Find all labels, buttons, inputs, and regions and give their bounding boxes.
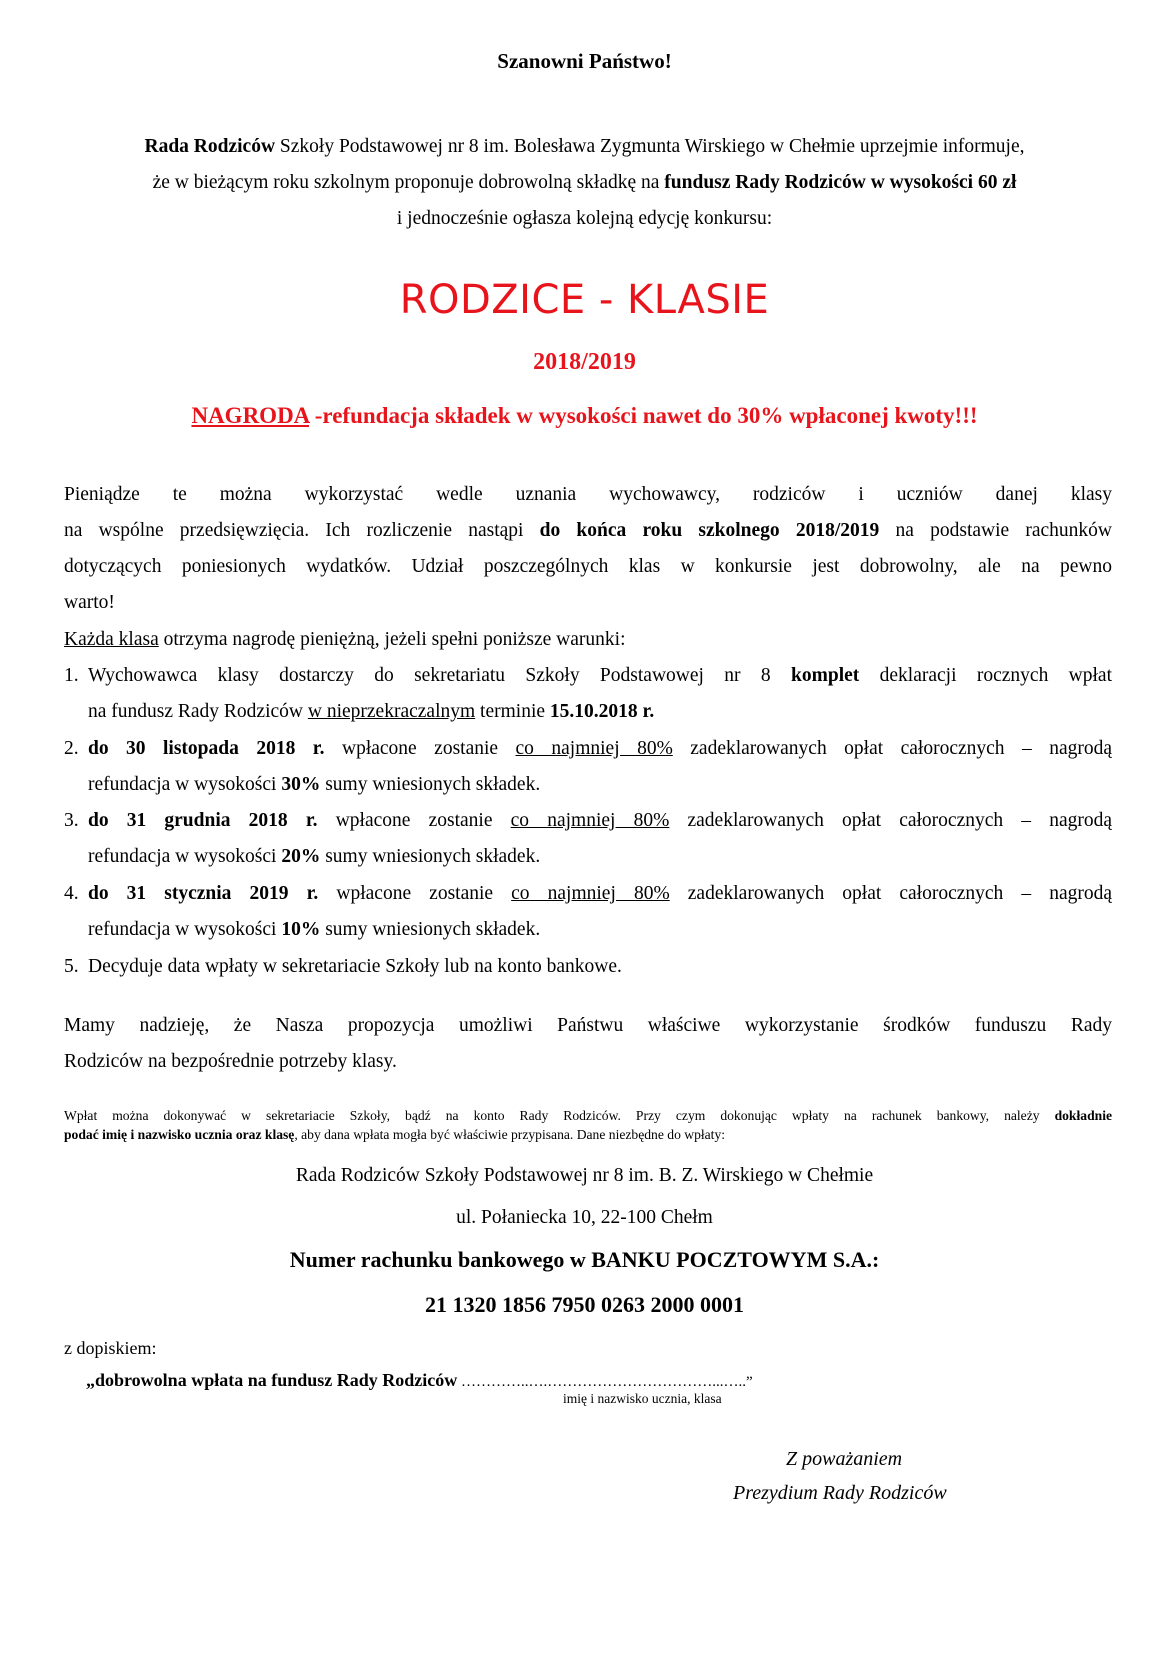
account-number: 21 1320 1856 7950 0263 2000 0001 [425, 1292, 744, 1317]
transfer-title: „dobrowolna wpłata na fundusz Rady Rodziców …………..….……………………………...…..” [86, 1370, 753, 1390]
with-note-label: z dopiskiem: [64, 1338, 157, 1358]
payment-note-line-1: Wpłat można dokonywać w sekretariacie Szkoły, bądź na konto Rady Rodziców. Przy czym dokonując wpłaty na rachunek bankowy, należy dokładnie [64, 1108, 1112, 1123]
list-item-1-line-2: na fundusz Rady Rodziców w nieprzekraczalnym terminie 15.10.2018 r. [88, 701, 655, 722]
list-item-1-line-1: Wychowawca klasy dostarczy do sekretariatu Szkoły Podstawowej nr 8 komplet deklaracji rocznych wpłat [88, 665, 1112, 686]
list-item-2-line-1: do 30 listopada 2018 r. wpłacone zostanie co najmniej 80% zadeklarowanych opłat całorocznych – nagrodą [88, 738, 1112, 759]
contest-title: RODZICE - KLASIE [399, 277, 770, 323]
body-line-4: warto! [64, 592, 115, 613]
prize-label: NAGRODA [191, 403, 310, 428]
list-item-number: 3. [64, 810, 79, 831]
intro-line-2: że w bieżącym roku szkolnym proponuje dobrowolną składkę na fundusz Rady Rodziców w wysokości 60 zł [152, 172, 1017, 193]
body-line-1: Pieniądze te można wykorzystać wedle uznania wychowawcy, rodziców i uczniów danej klasy [64, 484, 1112, 505]
closing-line-1: Mamy nadzieję, że Nasza propozycja umożliwi Państwu właściwe wykorzystanie środków funduszu Rady [64, 1015, 1112, 1036]
list-item-2-line-2: refundacja w wysokości 30% sumy wniesionych składek. [88, 774, 541, 795]
signature-greeting: Z poważaniem [786, 1448, 903, 1470]
intro-fee: fundusz Rady Rodziców w wysokości 60 zł [664, 172, 1017, 193]
payment-note-line-2: podać imię i nazwisko ucznia oraz klasę, aby dana wpłata mogła być właściwie przypisana. Dane niezbędne do wpłaty: [64, 1127, 726, 1142]
intro-line-3: i jednocześnie ogłasza kolejną edycję konkursu: [396, 208, 773, 229]
list-item-number: 2. [64, 738, 79, 759]
contest-prize: NAGRODA -refundacja składek w wysokości nawet do 30% wpłaconej kwoty!!! [191, 403, 978, 428]
body-line-3: dotyczących poniesionych wydatków. Udział poszczególnych klas w konkursie jest dobrowolny, ale na pewno [64, 556, 1112, 577]
list-item-5: Decyduje data wpłaty w sekretariacie Szkoły lub na konto bankowe. [88, 956, 622, 977]
conditions-intro: Każda klasa otrzyma nagrodę pieniężną, jeżeli spełni poniższe warunki: [64, 629, 626, 650]
greeting: Szanowni Państwo! [497, 49, 672, 73]
list-item-number: 4. [64, 883, 79, 904]
list-item-number: 1. [64, 665, 79, 686]
closing-line-2: Rodziców na bezpośrednie potrzeby klasy. [64, 1051, 397, 1072]
list-item-3-line-1: do 31 grudnia 2018 r. wpłacone zostanie co najmniej 80% zadeklarowanych opłat całorocznych – nagrodą [88, 810, 1112, 831]
list-item-4-line-2: refundacja w wysokości 10% sumy wniesionych składek. [88, 919, 541, 940]
list-item-3-line-2: refundacja w wysokości 20% sumy wniesionych składek. [88, 846, 541, 867]
account-label: Numer rachunku bankowego w BANKU POCZTOWYM S.A.: [289, 1247, 880, 1272]
signature-name: Prezydium Rady Rodziców [733, 1482, 947, 1504]
list-item-4-line-1: do 31 stycznia 2019 r. wpłacone zostanie co najmniej 80% zadeklarowanych opłat całorocznych – nagrodą [88, 883, 1112, 904]
payee-name: Rada Rodziców Szkoły Podstawowej nr 8 im. B. Z. Wirskiego w Chełmie [295, 1165, 874, 1186]
intro-council-name: Rada Rodziców [144, 136, 276, 157]
body-line-2: na wspólne przedsięwzięcia. Ich rozliczenie nastąpi do końca roku szkolnego 2018/2019 na podstawie rachunków [64, 520, 1112, 541]
contest-year: 2018/2019 [533, 349, 636, 375]
transfer-caption: imię i nazwisko ucznia, klasa [563, 1391, 722, 1406]
intro-line-1: Rada Rodziców Szkoły Podstawowej nr 8 im. Bolesława Zygmunta Wirskiego w Chełmie uprzejmie informuje, [144, 136, 1025, 157]
payee-address: ul. Połaniecka 10, 22-100 Chełm [456, 1207, 713, 1228]
list-item-number: 5. [64, 956, 79, 977]
